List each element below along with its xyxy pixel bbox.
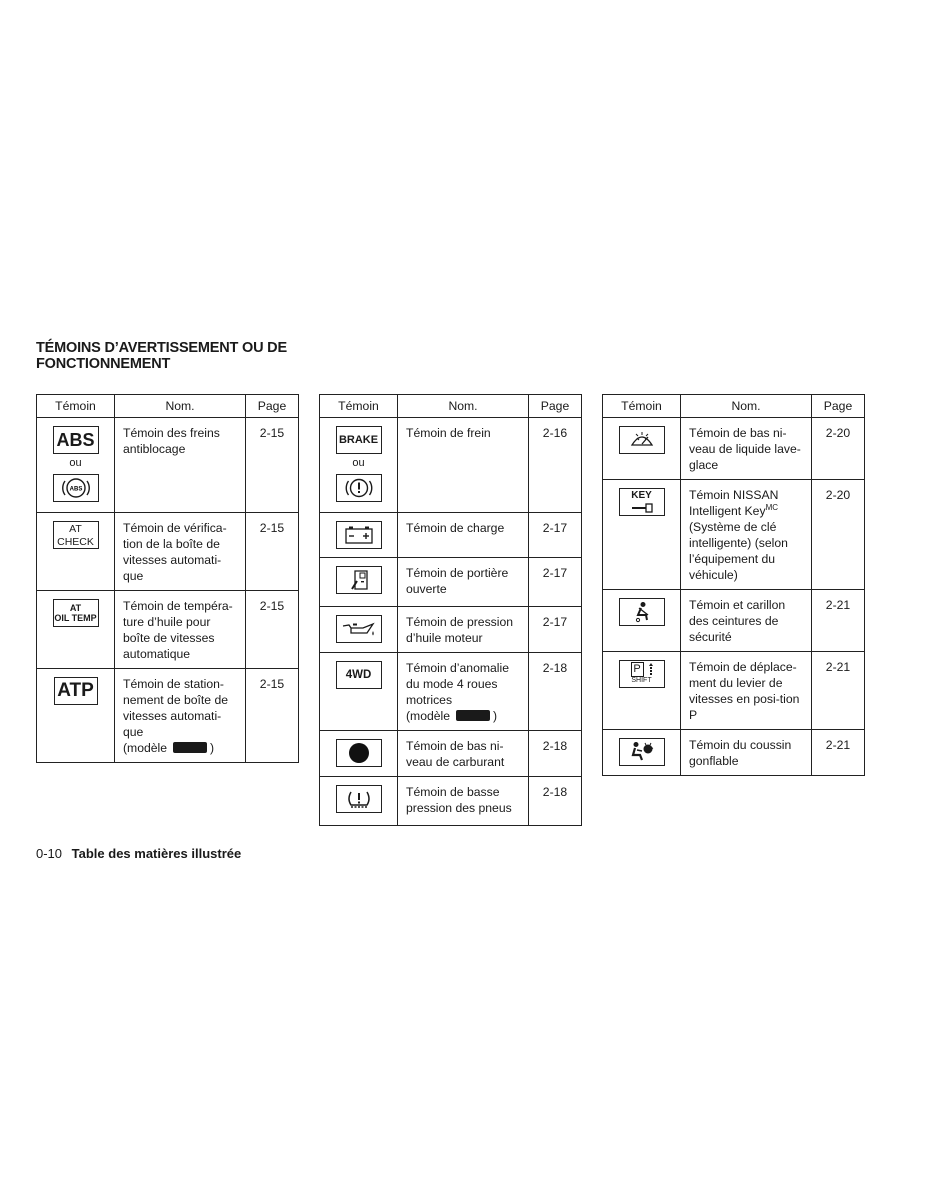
icon-cell <box>37 591 115 669</box>
table-header-row <box>603 395 865 418</box>
table-row <box>320 731 582 777</box>
table-row <box>320 607 582 653</box>
or-label: ou <box>352 457 365 469</box>
name-cell: Témoin de station-nement de boîte de vitesses automati-que (modèle ) <box>115 669 246 763</box>
warning-table-2 <box>319 394 582 826</box>
name-cell: Témoin de frein <box>398 418 529 513</box>
table-row <box>603 480 865 590</box>
4x4-badge-icon <box>456 710 490 721</box>
page-cell: 2-15 <box>246 669 299 763</box>
name-cell: Témoin d’anomalie du mode 4 roues motrices (modèle ) <box>398 653 529 731</box>
header-icon: Témoin <box>37 395 115 418</box>
name-cell: Témoin de déplace-ment du levier de vitesses en posi-tion P <box>681 652 812 730</box>
fuel-dot-icon <box>336 739 382 767</box>
4wd-name: Témoin d’anomalie du mode 4 roues motrices <box>406 661 509 707</box>
battery-icon <box>336 521 382 549</box>
model-label: (modèle <box>406 709 451 723</box>
key-icon: KEY <box>619 488 665 516</box>
name-cell: Témoin de charge <box>398 513 529 558</box>
footer-title: Table des matières illustrée <box>71 846 242 861</box>
header-icon: Témoin <box>320 395 398 418</box>
name-cell: Témoin de vérifica-tion de la boîte de vitesses automati-que <box>115 513 246 591</box>
table-row <box>37 591 299 669</box>
name-cell: Témoin et carillon des ceintures de sécurité <box>681 590 812 652</box>
table-row <box>320 558 582 607</box>
washer-fluid-icon <box>619 426 665 454</box>
page-number: 0-10 <box>36 846 63 861</box>
atp-icon: ATP <box>54 677 98 705</box>
header-page: Page <box>812 395 865 418</box>
page-cell: 2-21 <box>812 652 865 730</box>
door-open-icon <box>336 566 382 594</box>
page-cell: 2-17 <box>529 558 582 607</box>
at-oil-temp-icon: AT OIL TEMP <box>53 599 99 627</box>
name-cell: Témoin de tempéra-ture d’huile pour boîte de vitesses automatique <box>115 591 246 669</box>
page-cell: 2-15 <box>246 513 299 591</box>
page-cell: 2-21 <box>812 730 865 776</box>
icon-cell <box>320 418 398 513</box>
icon-cell <box>603 418 681 480</box>
header-icon: Témoin <box>603 395 681 418</box>
icon-cell <box>320 777 398 826</box>
svg-text:ABS: ABS <box>69 486 82 493</box>
oil-can-icon <box>336 615 382 643</box>
4wd-icon: 4WD <box>336 661 382 689</box>
seatbelt-icon <box>619 598 665 626</box>
table-row <box>37 513 299 591</box>
table-row <box>603 730 865 776</box>
name-cell: Témoin des freins antiblocage <box>115 418 246 513</box>
table-row <box>320 513 582 558</box>
name-cell: Témoin de basse pression des pneus <box>398 777 529 826</box>
page-cell: 2-16 <box>529 418 582 513</box>
header-name: Nom. <box>681 395 812 418</box>
name-cell: Témoin de bas ni-veau de carburant <box>398 731 529 777</box>
icon-cell <box>603 480 681 590</box>
table-row <box>37 669 299 763</box>
table-row <box>320 418 582 513</box>
table-row <box>603 418 865 480</box>
icon-cell <box>37 669 115 763</box>
header-name: Nom. <box>398 395 529 418</box>
icon-cell <box>320 558 398 607</box>
section-title-line1: TÉMOINS D’AVERTISSEMENT OU DE <box>36 340 287 356</box>
warning-table-1 <box>36 394 299 763</box>
icon-cell <box>37 418 115 513</box>
table-row <box>603 652 865 730</box>
page-cell: 2-20 <box>812 480 865 590</box>
icon-cell <box>603 730 681 776</box>
table-header-row <box>320 395 582 418</box>
abs-icon: ABS <box>53 426 99 454</box>
4x4-badge-icon <box>173 742 207 753</box>
page-cell: 2-17 <box>529 513 582 558</box>
page-cell: 2-18 <box>529 653 582 731</box>
or-label: ou <box>69 457 82 469</box>
name-cell <box>681 480 812 590</box>
page-cell: 2-17 <box>529 607 582 653</box>
page-cell: 2-15 <box>246 418 299 513</box>
name-cell: Témoin de bas ni-veau de liquide lave-glace <box>681 418 812 480</box>
table-row <box>37 418 299 513</box>
brake-circle-icon <box>336 474 382 502</box>
page-cell: 2-20 <box>812 418 865 480</box>
atp-name: Témoin de station-nement de boîte de vitesses automati-que <box>123 677 229 739</box>
key-name-pre: Témoin NISSAN Intelligent Key <box>689 488 779 518</box>
shift-p-icon: P SHIFT <box>619 660 665 688</box>
key-name-post: (Système de clé intelligente) (selon l’équipement du véhicule) <box>689 520 788 582</box>
abs-circle-icon <box>53 474 99 502</box>
model-label: (modèle <box>123 741 168 755</box>
page-footer <box>36 846 241 861</box>
table-row <box>320 653 582 731</box>
page-cell: 2-18 <box>529 777 582 826</box>
at-check-icon: AT CHECK <box>53 521 99 549</box>
section-title-line2: FONCTIONNEMENT <box>36 356 171 372</box>
table-row <box>603 590 865 652</box>
table-header-row <box>37 395 299 418</box>
name-cell: Témoin de pression d’huile moteur <box>398 607 529 653</box>
table-row <box>320 777 582 826</box>
icon-cell <box>320 607 398 653</box>
name-cell: Témoin du coussin gonflable <box>681 730 812 776</box>
header-page: Page <box>529 395 582 418</box>
icon-cell <box>320 513 398 558</box>
header-page: Page <box>246 395 299 418</box>
icon-cell <box>320 653 398 731</box>
name-cell: Témoin de portière ouverte <box>398 558 529 607</box>
icon-cell <box>603 652 681 730</box>
brake-icon: BRAKE <box>336 426 382 454</box>
icon-cell <box>320 731 398 777</box>
airbag-icon <box>619 738 665 766</box>
warning-table-3 <box>602 394 865 776</box>
tire-pressure-icon <box>336 785 382 813</box>
page-cell: 2-15 <box>246 591 299 669</box>
section-title <box>36 340 336 372</box>
header-name: Nom. <box>115 395 246 418</box>
icon-cell <box>37 513 115 591</box>
key-name-sup: MC <box>765 502 779 512</box>
page-cell: 2-18 <box>529 731 582 777</box>
icon-cell <box>603 590 681 652</box>
page-cell: 2-21 <box>812 590 865 652</box>
